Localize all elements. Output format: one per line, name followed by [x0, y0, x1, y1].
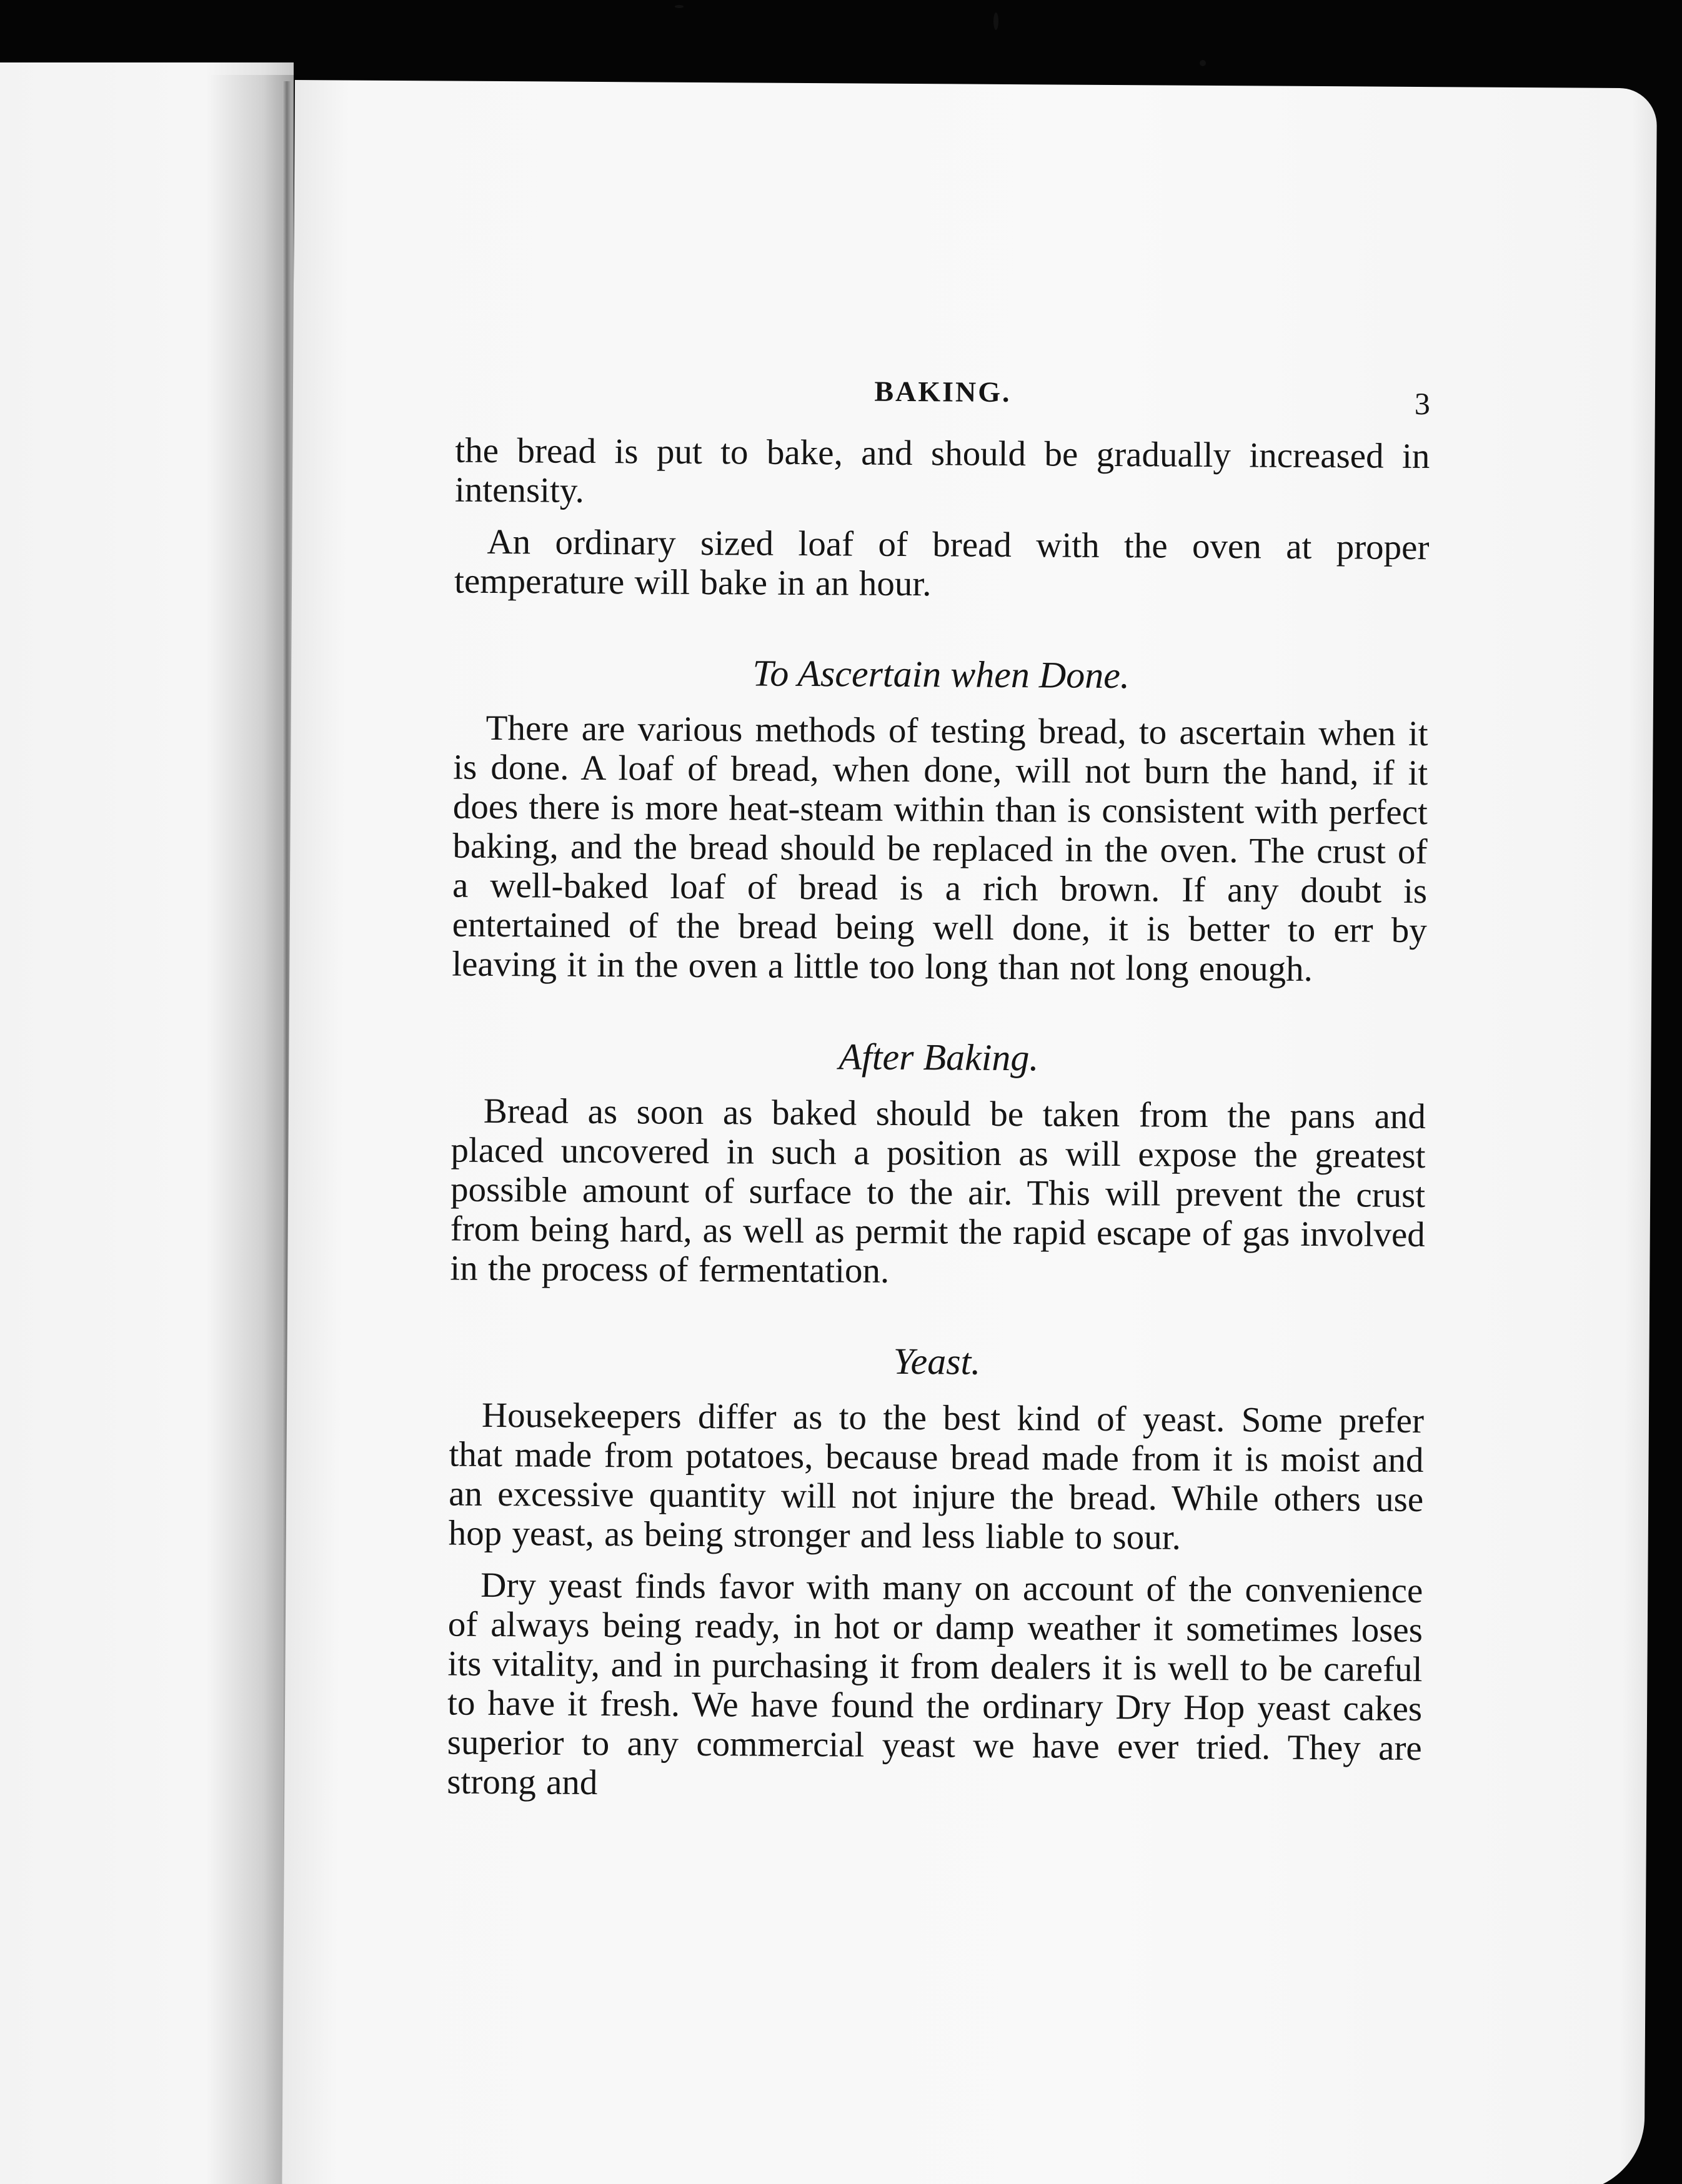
paragraph: the bread is put to bake, and should be gradually increased in intensity. — [454, 430, 1430, 510]
section-heading: To Ascertain when Done. — [752, 652, 1130, 697]
section-heading: Yeast. — [893, 1340, 981, 1382]
paragraph: Bread as soon as baked should be taken from the pans and placed uncovered in such a position as will expose the greatest possible amount of surface to the air. This will prevent the crust from being hard, as well as permit the rapid escape of gas involved in the process of fermentation. — [450, 1091, 1426, 1291]
scan-speck — [675, 5, 684, 8]
running-head — [455, 372, 1430, 429]
scan-speck — [1200, 60, 1206, 66]
paragraph: There are various methods of testing bread, to ascertain when it is done. A loaf of bread, when done, will not burn the hand, if it does there is more heat-steam within than is consistent with perfect baking, and the bread should be replaced in the oven. The crust of a well-baked loaf of bread is a rich brown. If any doubt is entertained of the bread being well done, it is better to err by leaving it in the oven a little too long than not long enough. — [452, 708, 1428, 989]
page-text-block — [447, 81, 1432, 1803]
paragraph: Housekeepers differ as to the best kind of yeast. Some prefer that made from potatoes, because bread made from it is moist and an excessive quantity will not injure the bread. While others use hop yeast, as being stronger and less liable to sour. — [448, 1395, 1425, 1557]
section-heading: After Baking. — [839, 1036, 1039, 1079]
running-head-title: BAKING. — [874, 375, 1012, 409]
page-number: 3 — [1414, 385, 1431, 422]
scan-speck — [993, 12, 998, 30]
page-edge-shadow — [1619, 88, 1657, 2184]
printed-page — [282, 80, 1657, 2184]
paragraph: Dry yeast finds favor with many on account of the convenience of always being ready, in hot or damp weather it sometimes loses its vitality, and in purchasing it from dealers it is well to be careful to have it fresh. We have found the ordinary Dry Hop yeast cakes superior to any commercial yeast we have ever tried. They are strong and — [447, 1565, 1423, 1803]
paragraph: An ordinary sized loaf of bread with the oven at proper temperature will bake in an hour. — [454, 522, 1430, 604]
page-body — [447, 431, 1430, 1807]
